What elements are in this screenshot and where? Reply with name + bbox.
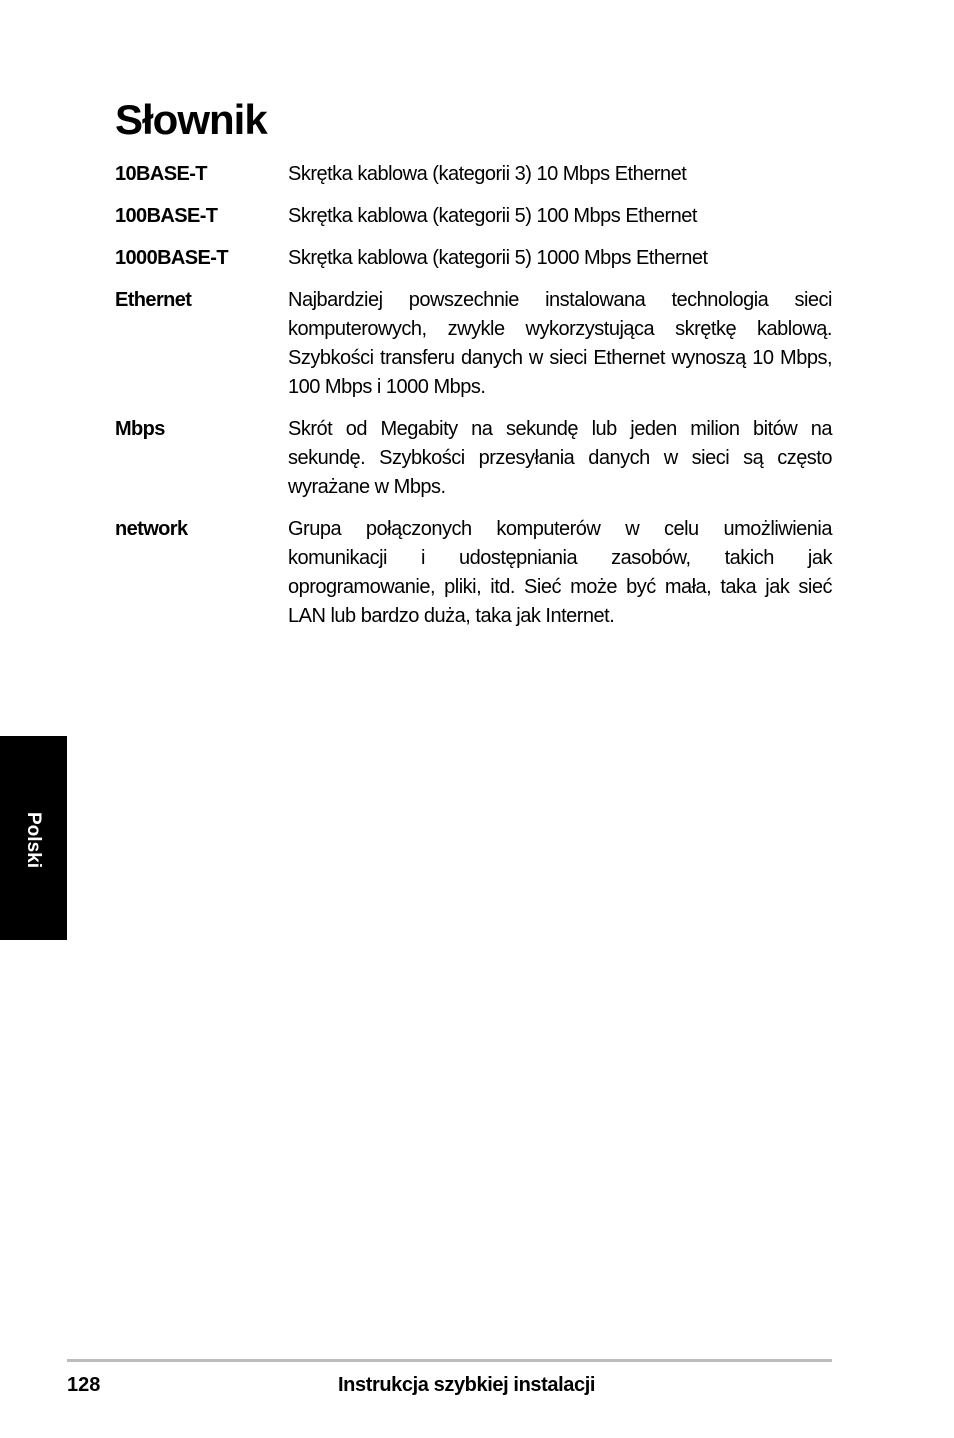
glossary-entry [115, 202, 832, 231]
glossary-entry [115, 515, 832, 631]
glossary-entry [115, 415, 832, 502]
glossary-entry [115, 244, 832, 273]
page-title: Słownik [115, 96, 267, 143]
glossary-term: 100BASE-T [115, 205, 218, 227]
glossary-definition: Grupa połączonych komputerów w celu umożliwienia komunikacji i udostępniania zasobów, takich jak oprogramowanie, pliki, itd. Sieć może być mała, taka jak sieć LAN lub bardzo duża, taka jak Internet. [288, 518, 832, 627]
footer-divider [67, 1359, 832, 1362]
glossary-term: network [115, 518, 188, 540]
glossary-definition: Skrętka kablowa (kategorii 5) 1000 Mbps Ethernet [288, 247, 708, 269]
glossary-entry [115, 160, 832, 189]
glossary-term: 10BASE-T [115, 163, 207, 185]
glossary-term: 1000BASE-T [115, 247, 228, 269]
glossary-term: Mbps [115, 418, 165, 440]
glossary-definition: Skrętka kablowa (kategorii 5) 100 Mbps Ethernet [288, 205, 697, 227]
glossary-definition: Skrót od Megabity na sekundę lub jeden milion bitów na sekundę. Szybkości przesyłania danych w sieci są często wyrażane w Mbps. [288, 418, 832, 498]
glossary-term: Ethernet [115, 289, 192, 311]
glossary-definition: Skrętka kablowa (kategorii 3) 10 Mbps Ethernet [288, 163, 687, 185]
language-tab-label: Polski [23, 812, 44, 868]
language-side-tab [0, 736, 67, 940]
glossary-definition: Najbardziej powszechnie instalowana technologia sieci komputerowych, zwykle wykorzystująca skrętkę kablową. Szybkości transferu danych w sieci Ethernet wynoszą 10 Mbps, 100 Mbps i 1000 Mbps. [288, 289, 832, 398]
page-number: 128 [67, 1374, 101, 1396]
glossary-entry [115, 286, 832, 402]
footer-title: Instrukcja szybkiej instalacji [338, 1374, 596, 1396]
glossary-list [115, 160, 832, 644]
